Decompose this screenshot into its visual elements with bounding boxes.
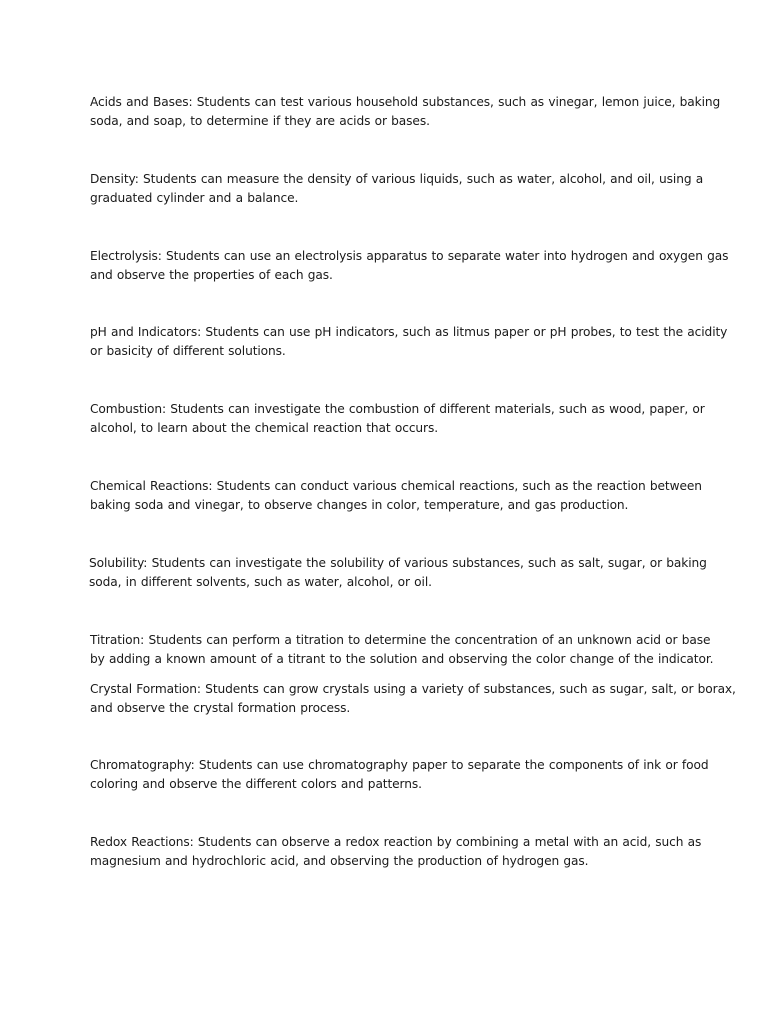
paragraph-line: magnesium and hydrochloric acid, and observing the production of hydrogen gas. <box>90 854 589 868</box>
paragraph-combustion <box>90 400 705 438</box>
paragraph-line: coloring and observe the different colors and patterns. <box>90 777 422 791</box>
paragraph-line: soda, in different solvents, such as water, alcohol, or oil. <box>89 575 432 589</box>
paragraph-line: pH and Indicators: Students can use pH indicators, such as litmus paper or pH probes, to test the acidity <box>90 325 728 339</box>
paragraph-line: or basicity of different solutions. <box>90 344 286 358</box>
paragraph-line: Acids and Bases: Students can test various household substances, such as vinegar, lemon juice, baking <box>90 95 721 109</box>
paragraph-line: Titration: Students can perform a titration to determine the concentration of an unknown acid or base <box>90 633 711 647</box>
paragraph-line: Crystal Formation: Students can grow crystals using a variety of substances, such as sugar, salt, or borax, <box>90 682 736 696</box>
paragraph-line: and observe the properties of each gas. <box>90 268 333 282</box>
paragraph-line: soda, and soap, to determine if they are acids or bases. <box>90 114 430 128</box>
paragraph-acids-and-bases <box>90 93 721 131</box>
paragraph-electrolysis <box>90 247 729 285</box>
paragraph-titration <box>90 631 714 669</box>
paragraph-line: baking soda and vinegar, to observe changes in color, temperature, and gas production. <box>90 498 629 512</box>
paragraph-line: Chemical Reactions: Students can conduct various chemical reactions, such as the reaction between <box>90 479 702 493</box>
paragraph-line: and observe the crystal formation process. <box>90 701 351 715</box>
paragraph-crystal-formation <box>90 680 736 718</box>
paragraph-solubility <box>89 554 707 592</box>
paragraph-line: Chromatography: Students can use chromatography paper to separate the components of ink or food <box>90 758 709 772</box>
paragraph-chromatography <box>90 756 709 794</box>
paragraph-chemical-reactions <box>90 477 702 515</box>
paragraph-line: alcohol, to learn about the chemical reaction that occurs. <box>90 421 438 435</box>
paragraph-line: Combustion: Students can investigate the combustion of different materials, such as wood, paper, or <box>90 402 705 416</box>
paragraph-line: Redox Reactions: Students can observe a redox reaction by combining a metal with an acid, such as <box>90 835 702 849</box>
paragraph-line: Electrolysis: Students can use an electrolysis apparatus to separate water into hydrogen and oxygen gas <box>90 249 729 263</box>
paragraph-line: Solubility: Students can investigate the solubility of various substances, such as salt, sugar, or baking <box>89 556 707 570</box>
paragraph-line: graduated cylinder and a balance. <box>90 191 299 205</box>
paragraph-redox-reactions <box>90 833 702 871</box>
paragraph-ph-and-indicators <box>90 323 728 361</box>
paragraph-density <box>90 170 704 208</box>
paragraph-line: Density: Students can measure the density of various liquids, such as water, alcohol, and oil, using a <box>90 172 704 186</box>
paragraph-line: by adding a known amount of a titrant to the solution and observing the color change of the indicator. <box>90 652 714 666</box>
